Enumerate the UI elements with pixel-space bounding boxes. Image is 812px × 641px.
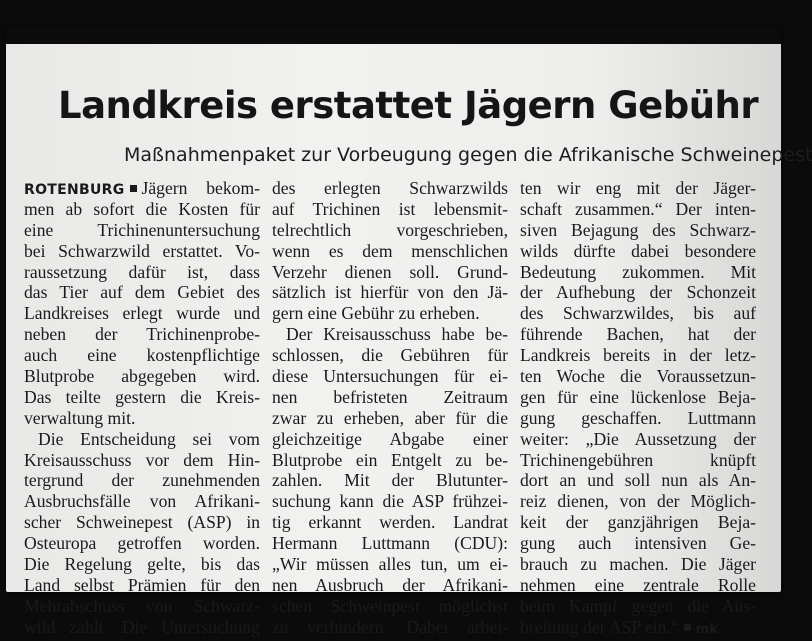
text-line: auch eine kostenpflichtige: [24, 345, 260, 366]
text-line: Die Entscheidung sei vom: [38, 428, 260, 449]
text-line: ten Woche die Voraussetzun-: [520, 366, 756, 387]
text-line: nehmen eine zentrale Rolle: [520, 574, 756, 595]
text-line: Ausbruchsfälle von Afrikani-: [24, 491, 260, 512]
text-line: Bedeutung zukommen. Mit: [520, 261, 756, 282]
text-line: siven Bejagung des Schwarz-: [520, 219, 756, 240]
text-line: Landkreises erlegt wurde und: [24, 303, 260, 324]
article-column-2: [272, 178, 508, 638]
text-line: gen für eine lückenlose Beja-: [520, 386, 756, 407]
text-line: Verzehr dienen soll. Grund-: [272, 261, 508, 282]
text-line: ten wir eng mit der Jäger-: [520, 178, 756, 198]
text-line: scher Schweinepest (ASP) in: [24, 512, 260, 533]
text-line: beim Kampf gegen die Aus-: [520, 595, 756, 616]
text-line: zahlen. Mit der Blutunter-: [272, 470, 508, 491]
text-line: schaft zusammen.“ Der inten-: [520, 198, 756, 219]
text-line: ROTENBURG Jägern bekom-: [24, 178, 260, 198]
text-line: raussetzung dafür ist, dass: [24, 261, 260, 282]
text-line: Das teilte gestern die Kreis-: [24, 386, 260, 407]
text-line: Blutprobe ein Entgelt zu be-: [272, 449, 508, 470]
text-line: Der Kreisausschuss habe be-: [286, 324, 508, 345]
text-line: „Wir müssen alles tun, um ei-: [272, 554, 508, 575]
text-line: keit der ganzjährigen Beja-: [520, 512, 756, 533]
text-line: gung auch intensiven Ge-: [520, 533, 756, 554]
text-line: tig erkannt werden. Landrat: [272, 512, 508, 533]
text-line: des erlegten Schwarzwilds: [272, 178, 508, 198]
text-line: reiz dienen, von der Möglich-: [520, 491, 756, 512]
text-line: das Tier auf dem Gebiet des: [24, 282, 260, 303]
text-line: der Aufhebung der Schonzeit: [520, 282, 756, 303]
text-line: gleichzeitige Abgabe einer: [272, 428, 508, 449]
text-line: schlossen, die Gebühren für: [272, 345, 508, 366]
text-line: breitung der ASP ein.“ mk: [520, 616, 718, 637]
text-line: sätzlich ist hierfür von den Jä-: [272, 282, 508, 303]
text-line: suchung kann die ASP frühzei-: [272, 491, 508, 512]
text-line: wenn es dem menschlichen: [272, 240, 508, 261]
text-line: brauch zu machen. Die Jäger: [520, 554, 756, 575]
text-line: führende Bachen, hat der: [520, 324, 756, 345]
text-line: Die Regelung gelte, bis das: [24, 554, 260, 575]
text-line: tergrund der zunehmenden: [24, 470, 260, 491]
article-subheadline: Maßnahmenpaket zur Vorbeugung gegen die Afrikanische Schweinepest: [124, 144, 812, 166]
author-signature: mk: [695, 621, 718, 637]
text-line: Kreisausschuss vor dem Hin-: [24, 449, 260, 470]
text-line: gung geschaffen. Luttmann: [520, 407, 756, 428]
screen-bezel: [6, 26, 781, 44]
text-line: Landkreis bereits in der letz-: [520, 345, 756, 366]
newspaper-clipping: [6, 26, 812, 637]
paragraph: [272, 324, 508, 637]
text-line: Land selbst Prämien für den: [24, 574, 260, 595]
paragraph: [520, 178, 756, 638]
text-line: neben der Trichinenprobe-: [24, 324, 260, 345]
text-line: wild zahlt. Die Untersuchung: [24, 616, 260, 637]
article-column-3: [520, 178, 756, 638]
article-column-1: [24, 178, 260, 638]
text-line: zwar zu erheben, aber für die: [272, 407, 508, 428]
text-line: men ab sofort die Kosten für: [24, 198, 260, 219]
text-line: Osteuropa getroffen worden.: [24, 533, 260, 554]
text-line: eine Trichinenuntersuchung: [24, 219, 260, 240]
text-line: Blutprobe abgegeben wird.: [24, 366, 260, 387]
end-mark-icon: [684, 624, 691, 631]
text-line: Hermann Luttmann (CDU):: [272, 533, 508, 554]
text-line: nen befristeten Zeitraum: [272, 386, 508, 407]
text-line: Trichinengebühren knüpft: [520, 449, 756, 470]
paragraph: [24, 429, 260, 638]
text-line: dort an und soll nun als An-: [520, 470, 756, 491]
text-line: auf Trichinen ist lebensmit-: [272, 198, 508, 219]
text-line: Mehrabschuss von Schwarz-: [24, 595, 260, 616]
text-line: schen Schweinpest möglichst: [272, 595, 508, 616]
text-line: verwaltung mit.: [24, 407, 136, 428]
text-line: des Schwarzwildes, bis auf: [520, 303, 756, 324]
text-line: wilds dürfte dabei besondere: [520, 240, 756, 261]
text-line: zu verhindern. Dabei arbei-: [272, 616, 508, 637]
dateline-separator-icon: [130, 185, 137, 192]
article-headline: Landkreis erstattet Jägern Gebühr: [58, 84, 759, 127]
paragraph: [24, 178, 260, 429]
text-line: gern eine Gebühr zu erheben.: [272, 303, 480, 324]
text-line: diese Untersuchungen für ei-: [272, 366, 508, 387]
text-line: weiter: „Die Aussetzung der: [520, 428, 756, 449]
article-dateline: ROTENBURG: [24, 182, 125, 198]
text-line: nen Ausbruch der Afrikani-: [272, 574, 508, 595]
text-line: bei Schwarzwild erstattet. Vo-: [24, 240, 260, 261]
text-line: telrechtlich vorgeschrieben,: [272, 219, 508, 240]
paragraph: [272, 178, 508, 324]
